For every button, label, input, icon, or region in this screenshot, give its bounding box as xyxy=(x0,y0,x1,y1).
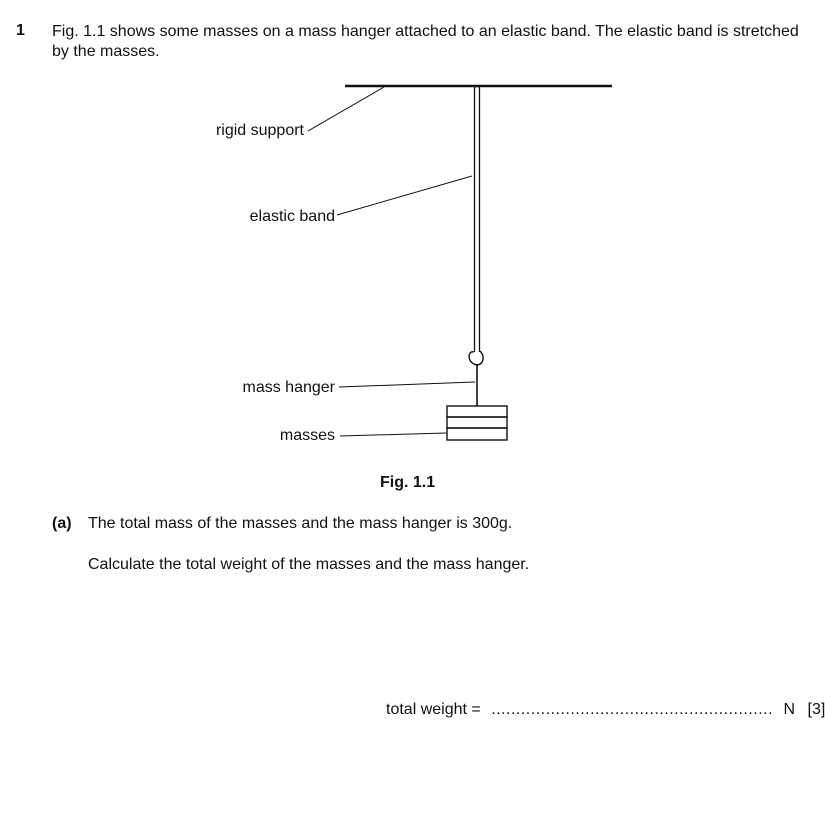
part-a-instruction: Calculate the total weight of the masses and the mass hanger. xyxy=(88,556,530,573)
answer-marks: [3] xyxy=(807,701,825,718)
answer-line xyxy=(386,701,825,719)
leader-rigid-support xyxy=(308,87,384,131)
question-intro: Fig. 1.1 shows some masses on a mass hanger attached to an elastic band. The elastic band is stretched by the masses. xyxy=(52,23,799,60)
mass-block-middle xyxy=(447,417,507,428)
leader-masses xyxy=(340,433,446,436)
answer-unit: N xyxy=(783,701,796,718)
leader-mass-hanger xyxy=(339,382,475,387)
elastic-band xyxy=(475,86,480,353)
answer-blank[interactable]: ......................................................... xyxy=(491,701,774,718)
question-number: 1 xyxy=(16,22,25,39)
label-mass-hanger: mass hanger xyxy=(242,379,335,396)
hanger-hook xyxy=(469,351,483,365)
label-masses: masses xyxy=(279,427,335,444)
part-a-label: (a) xyxy=(52,515,72,532)
leader-elastic-band xyxy=(337,176,472,215)
figure-caption: Fig. 1.1 xyxy=(380,474,436,491)
part-a-statement: The total mass of the masses and the mass hanger is 300g. xyxy=(88,515,513,532)
mass-block-top xyxy=(447,406,507,417)
label-rigid-support: rigid support xyxy=(215,122,304,139)
mass-block-bottom xyxy=(447,428,507,440)
answer-label: total weight = xyxy=(386,701,481,718)
label-elastic-band: elastic band xyxy=(249,208,335,225)
